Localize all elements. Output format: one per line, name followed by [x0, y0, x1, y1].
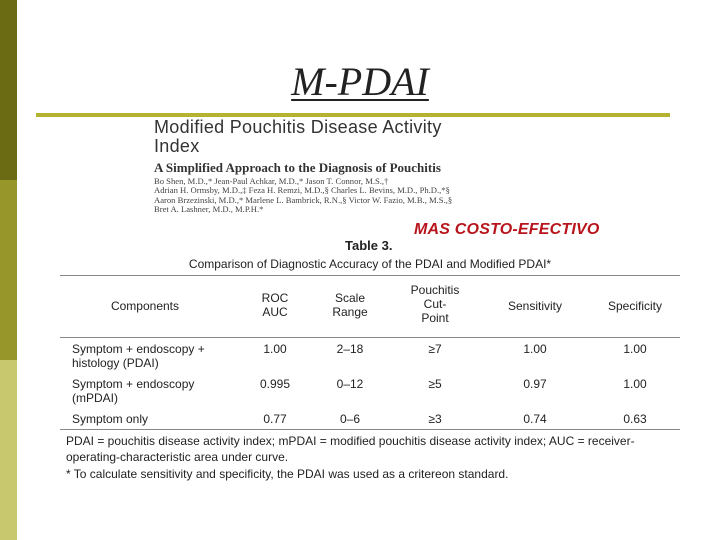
- cell-cut-point: ≥5: [428, 377, 442, 391]
- cell-sensitivity: 0.97: [523, 377, 547, 391]
- slide-title: M-PDAI: [291, 59, 429, 104]
- header-sensitivity: Sensitivity: [507, 299, 563, 313]
- cell-cut-point: ≥7: [428, 342, 442, 356]
- cell-specificity: 0.63: [623, 412, 647, 426]
- paper-title: [154, 118, 442, 156]
- cell-component: Symptom + endoscopy (mPDAI): [72, 377, 195, 405]
- table-footnote-abbreviations: PDAI = pouchitis disease activity index; mPDAI = modified pouchitis disease activity index; AUC = receiver-operating-characteristic area under curve.: [66, 434, 635, 464]
- header-specificity: Specificity: [607, 299, 663, 313]
- cell-sensitivity: 0.74: [523, 412, 547, 426]
- table-label: Table 3.: [345, 238, 393, 253]
- cell-roc-auc: 0.995: [259, 377, 291, 391]
- cell-scale-range: 0–6: [339, 412, 361, 426]
- cell-roc-auc: 1.00: [263, 342, 287, 356]
- header-cut-point: Pouchitis Cut- Point: [410, 283, 460, 325]
- header-roc-auc: ROC AUC: [261, 291, 289, 319]
- table-header-rule: [60, 337, 680, 338]
- cell-component: Symptom + endoscopy + histology (PDAI): [72, 342, 205, 370]
- author-line: Bret A. Lashner, M.D., M.P.H.*: [154, 204, 264, 215]
- cost-effective-callout: MAS COSTO-EFECTIVO: [414, 221, 600, 238]
- cell-specificity: 1.00: [623, 342, 647, 356]
- side-bar-bottom: [0, 360, 17, 540]
- paper-subtitle: A Simplified Approach to the Diagnosis of Pouchitis: [154, 160, 441, 175]
- cell-component: Symptom only: [72, 412, 149, 426]
- table-bottom-rule: [60, 429, 680, 430]
- paper-authors: [154, 177, 564, 215]
- cell-sensitivity: 1.00: [523, 342, 547, 356]
- author-line: Aaron Brzezinski, M.D.,* Marlene L. Bambrick, R.N.,§ Victor W. Fazio, M.B., M.S.,§: [154, 194, 453, 205]
- table-top-rule: [60, 275, 680, 276]
- paper-title-line-1: Modified Pouchitis Disease Activity: [154, 117, 442, 137]
- header-components: Components: [110, 299, 180, 313]
- cell-scale-range: 0–12: [336, 377, 364, 391]
- paper-title-line-2: Index: [154, 136, 200, 156]
- cell-scale-range: 2–18: [336, 342, 364, 356]
- table-caption: Comparison of Diagnostic Accuracy of the PDAI and Modified PDAI*: [188, 257, 552, 271]
- author-line: Bo Shen, M.D.,* Jean-Paul Achkar, M.D.,* Jason T. Connor, M.S.,†: [154, 176, 389, 186]
- cell-roc-auc: 0.77: [263, 412, 287, 426]
- cell-cut-point: ≥3: [428, 412, 442, 426]
- header-scale-range: Scale Range: [332, 291, 368, 319]
- table-footnote-criterion: * To calculate sensitivity and specificity, the PDAI was used as a critereon standard.: [66, 467, 509, 481]
- author-line: Adrian H. Ormsby, M.D.,‡ Feza H. Remzi, M.D.,§ Charles L. Bevins, M.D., Ph.D.,*§: [154, 185, 450, 196]
- side-bar-middle: [0, 180, 17, 360]
- cell-specificity: 1.00: [623, 377, 647, 391]
